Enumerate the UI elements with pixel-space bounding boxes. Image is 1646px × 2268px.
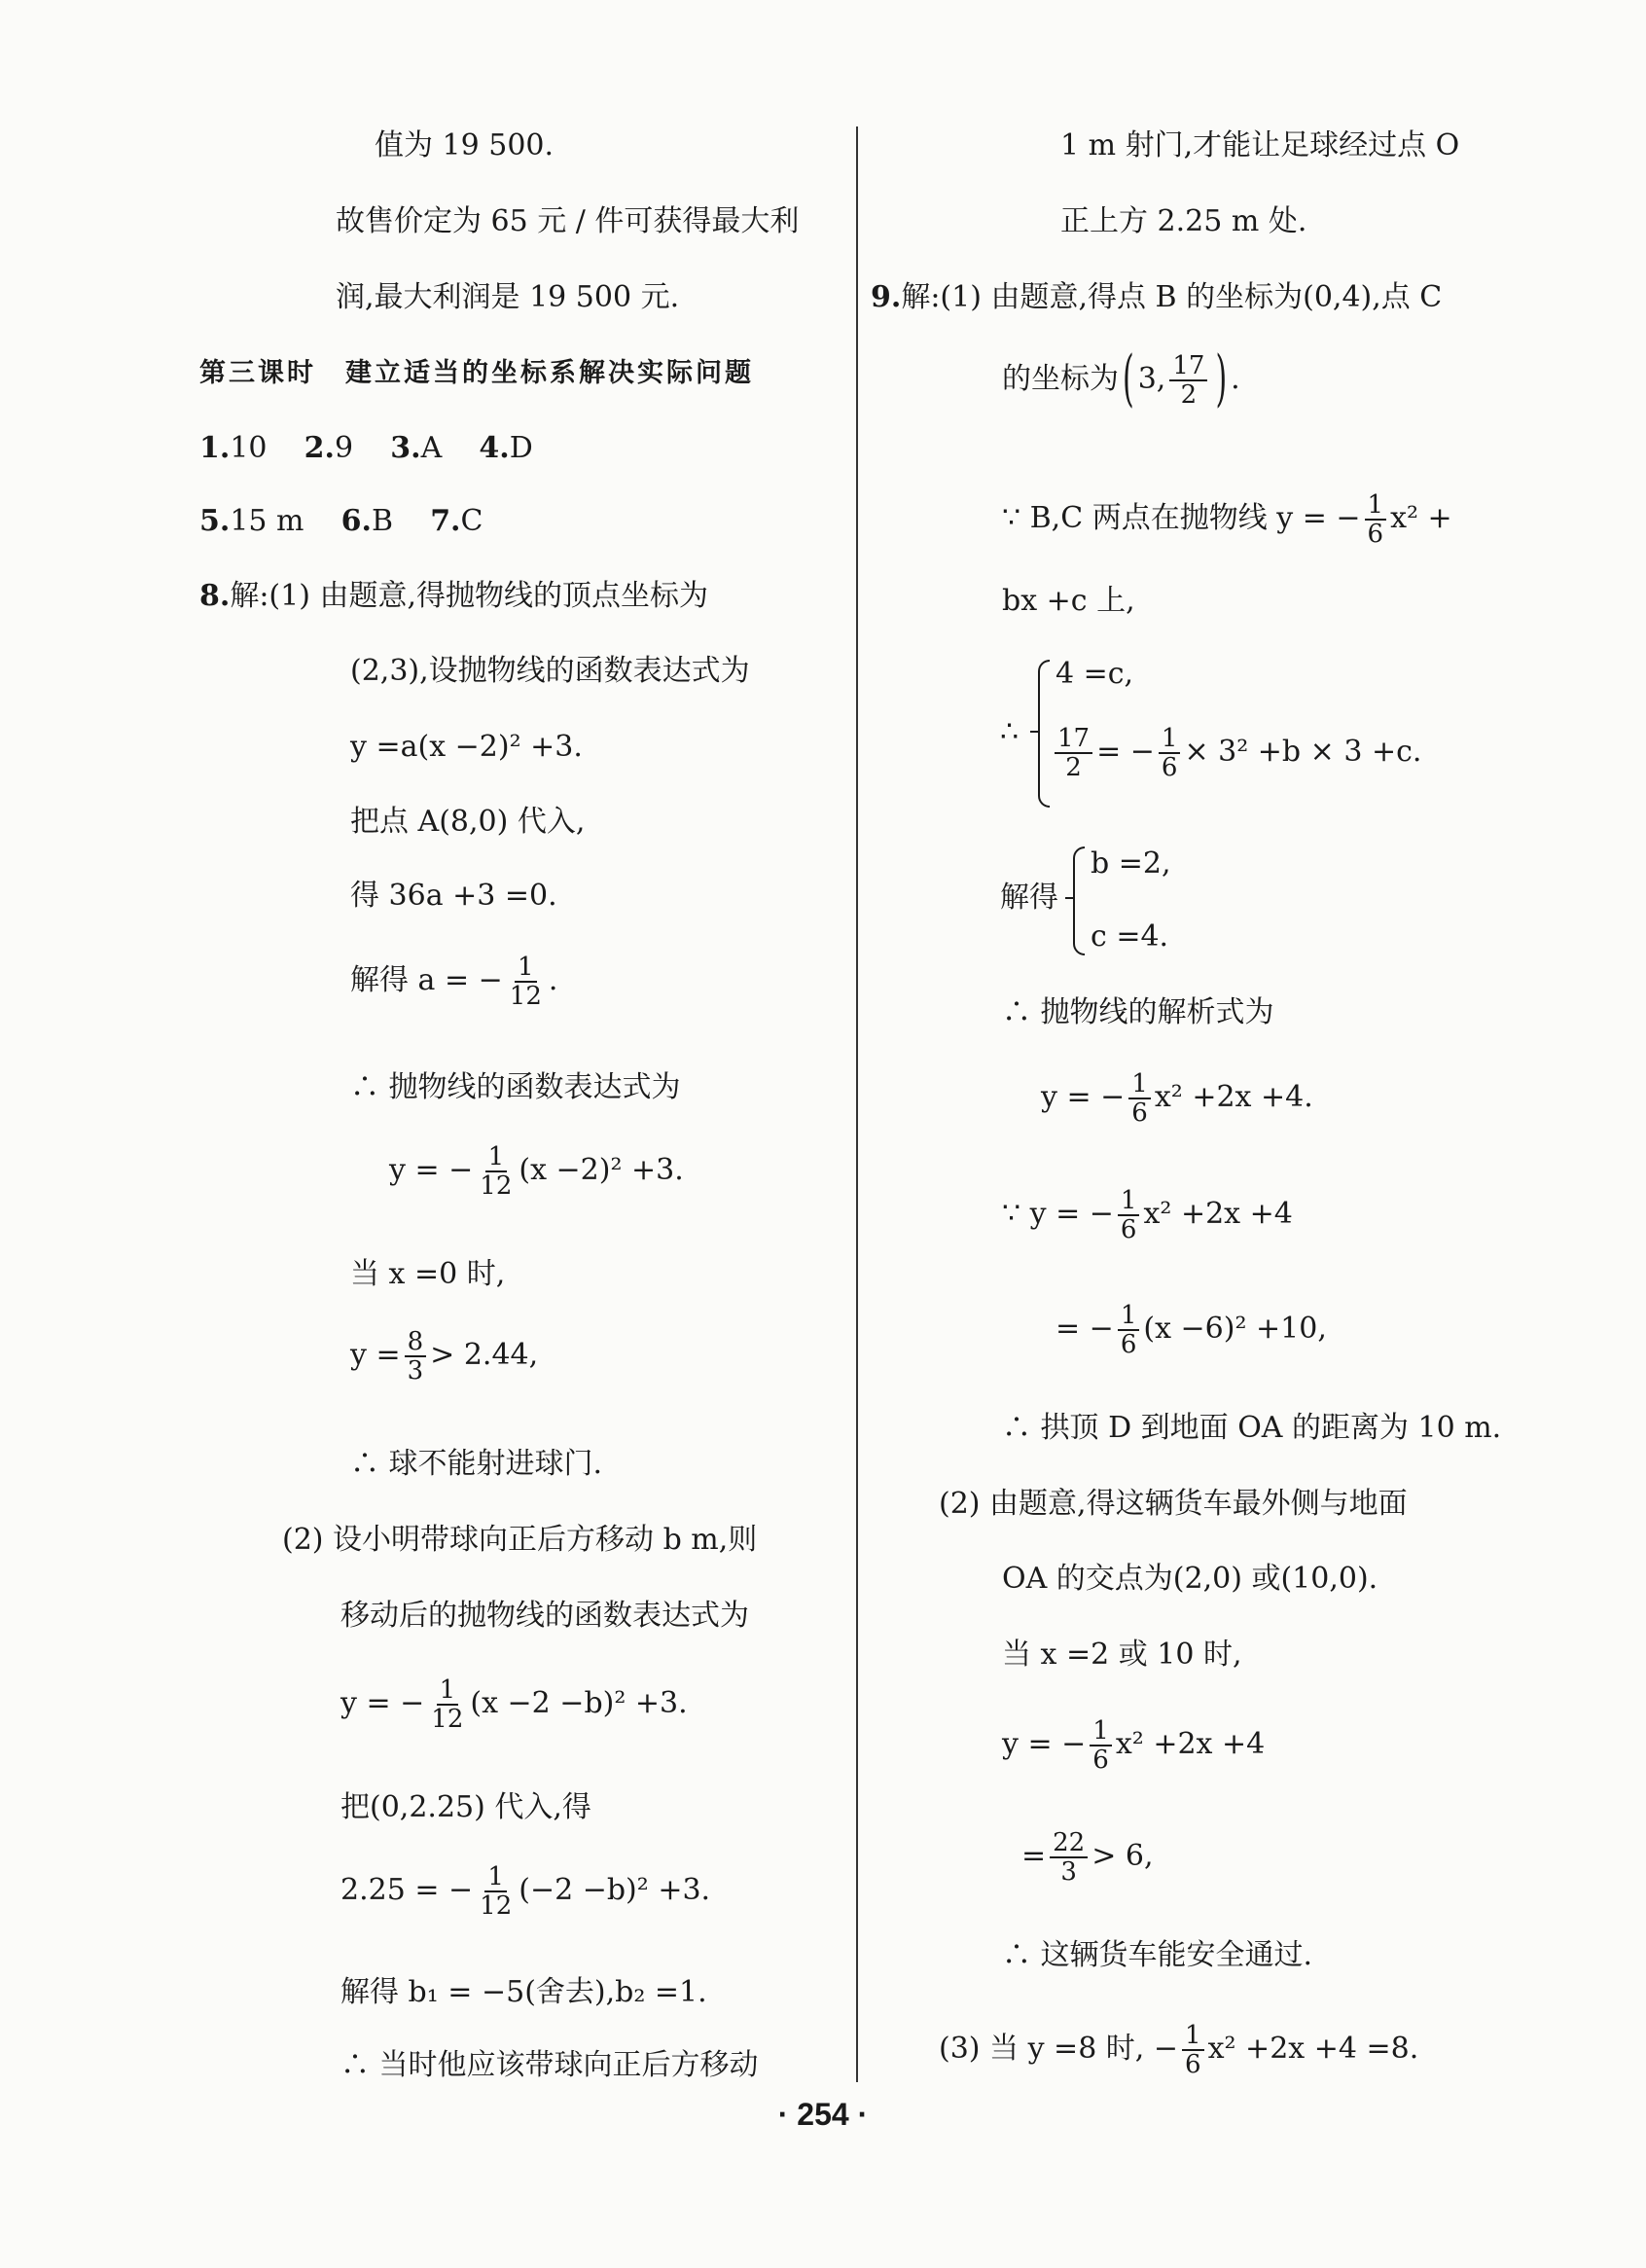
text-line: ∴ 当时他应该带球向正后方移动 — [340, 2048, 759, 2082]
numerator: 1 — [1118, 1187, 1140, 1216]
text-line: 当 x =2 或 10 时, — [1002, 1638, 1242, 1672]
equation-line — [1002, 343, 1240, 415]
equation-line: bx +c 上, — [1002, 584, 1135, 618]
brace-tip — [1065, 897, 1073, 899]
denominator: 6 — [1120, 1330, 1137, 1360]
answer-num: 3. — [390, 431, 421, 465]
answer-num: 2. — [304, 431, 335, 465]
denominator: 6 — [1092, 1746, 1109, 1776]
equation-line — [350, 954, 557, 1010]
text-line: ∴ 抛物线的解析式为 — [1002, 995, 1274, 1029]
text: (−2 −b)² +3. — [519, 1873, 711, 1908]
text: y = − — [1002, 1727, 1087, 1762]
text: > 2.44, — [430, 1338, 539, 1373]
equation-line — [1051, 725, 1421, 781]
denominator: 6 — [1120, 1215, 1137, 1245]
equation-line — [1002, 1187, 1293, 1243]
equation-line — [1056, 1302, 1327, 1358]
answer-num: 5. — [199, 504, 231, 538]
equation-line — [350, 1328, 538, 1385]
answer-val: 10 — [230, 431, 268, 465]
numerator: 1 — [485, 1143, 508, 1172]
question-number: 8. — [199, 579, 231, 613]
text: 解:(1) 由题意,得抛物线的顶点坐标为 — [230, 579, 709, 613]
text: x² +2x +4 — [1115, 1727, 1266, 1762]
text: . — [548, 963, 558, 998]
text: (3) 当 y =8 时, − — [939, 2032, 1179, 2067]
denominator: 3 — [1060, 1857, 1077, 1888]
text: (x −6)² +10, — [1143, 1312, 1327, 1347]
numerator: 1 — [515, 954, 537, 983]
text-line: ∴ 抛物线的函数表达式为 — [350, 1070, 681, 1104]
text: (x −2 −b)² +3. — [470, 1686, 688, 1721]
denominator: 12 — [431, 1705, 464, 1735]
answer-val: D — [509, 431, 533, 465]
numerator: 1 — [437, 1676, 459, 1706]
brace — [1038, 660, 1050, 808]
text-line: (2) 由题意,得这辆货车最外侧与地面 — [939, 1487, 1408, 1521]
text-line: 正上方 2.25 m 处. — [1060, 204, 1307, 238]
equation-line — [1041, 1070, 1313, 1127]
numerator: 1 — [1090, 1717, 1112, 1746]
text: y = — [350, 1338, 401, 1373]
answer-num: 4. — [479, 431, 510, 465]
fraction — [477, 1143, 515, 1200]
text-line: 值为 19 500. — [375, 128, 555, 162]
answer-val: B — [371, 504, 394, 538]
answer-num: 1. — [199, 431, 231, 465]
denominator: 6 — [1161, 753, 1178, 783]
text-line: 得 36a +3 =0. — [350, 879, 557, 913]
numerator: 1 — [1118, 1302, 1140, 1331]
text: (x −2)² +3. — [519, 1153, 684, 1188]
brace — [1073, 846, 1085, 955]
question-number: 9. — [871, 280, 902, 314]
equation-line — [389, 1143, 684, 1200]
text-line: (2) 设小明带球向正后方移动 b m,则 — [282, 1523, 758, 1557]
text-line: 解得 — [1000, 881, 1058, 915]
text: y = − — [340, 1686, 425, 1721]
fraction — [1118, 1302, 1140, 1358]
fraction — [1169, 352, 1207, 409]
answer-row — [199, 504, 483, 539]
equation-line: 解得 b₁ = −5(舍去),b₂ =1. — [340, 1975, 707, 2009]
numerator: 8 — [405, 1328, 427, 1357]
text: > 6, — [1091, 1839, 1154, 1874]
text: x² +2x +4 — [1143, 1197, 1293, 1232]
equation-line: b =2, — [1091, 846, 1171, 881]
question-9-line — [871, 280, 1442, 315]
brace-tip — [1030, 731, 1038, 733]
answer-val: C — [460, 504, 483, 538]
equation-line — [340, 1676, 688, 1733]
text: ∵ y = − — [1002, 1197, 1114, 1232]
text-line: ∴ 这辆货车能安全通过. — [1002, 1938, 1313, 1972]
denominator: 12 — [509, 982, 542, 1012]
text: ∵ B,C 两点在抛物线 y = − — [1002, 501, 1361, 536]
fraction — [1128, 1070, 1151, 1127]
denominator: 6 — [1185, 2050, 1201, 2080]
numerator: 1 — [1365, 491, 1387, 521]
right-column — [861, 0, 1646, 2268]
numerator: 17 — [1169, 352, 1207, 381]
fraction — [1055, 725, 1092, 781]
text: 3, — [1137, 362, 1166, 397]
text: 2.25 = − — [340, 1873, 474, 1908]
numerator: 1 — [1159, 725, 1181, 754]
text-line: (2,3),设抛物线的函数表达式为 — [350, 654, 750, 688]
fraction — [1365, 491, 1387, 548]
section-heading: 第三课时 建立适当的坐标系解决实际问题 — [199, 358, 754, 388]
denominator: 6 — [1367, 520, 1384, 550]
equation-line — [1002, 491, 1452, 548]
denominator: 12 — [480, 1891, 513, 1922]
left-paren: ( — [1123, 343, 1134, 415]
text-line: 1 m 射门,才能让足球经过点 O — [1060, 128, 1460, 162]
text-line: 把(0,2.25) 代入,得 — [340, 1790, 591, 1824]
denominator: 2 — [1180, 380, 1198, 411]
equation-line — [1021, 1829, 1154, 1886]
text: . — [1231, 362, 1240, 397]
answer-val: 9 — [335, 431, 354, 465]
denominator: 2 — [1065, 753, 1082, 783]
fraction — [428, 1676, 466, 1733]
equation-line — [340, 1863, 710, 1920]
text-line: 当 x =0 时, — [350, 1257, 506, 1291]
denominator: 3 — [407, 1356, 424, 1386]
answer-val: A — [420, 431, 443, 465]
text: × 3² +b × 3 +c. — [1184, 735, 1422, 770]
text-line: 故售价定为 65 元 / 件可获得最大利 — [336, 204, 800, 238]
fraction — [507, 954, 545, 1010]
fraction — [477, 1863, 515, 1920]
fraction — [1159, 725, 1181, 781]
answer-num: 6. — [340, 504, 372, 538]
fraction — [1050, 1829, 1088, 1886]
text: 解得 a = − — [350, 963, 503, 998]
numerator: 1 — [484, 1863, 507, 1892]
text: y = − — [1041, 1080, 1126, 1115]
fraction — [405, 1328, 427, 1385]
text: x² +2x +4 =8. — [1207, 2032, 1419, 2067]
text: = − — [1096, 735, 1155, 770]
page-number: · 254 · — [777, 2097, 869, 2132]
text: 的坐标为 — [1002, 362, 1119, 397]
denominator: 12 — [480, 1171, 513, 1202]
text: 解:(1) 由题意,得点 B 的坐标为(0,4),点 C — [901, 280, 1443, 314]
text-line: 移动后的抛物线的函数表达式为 — [340, 1599, 749, 1633]
text: = − — [1056, 1312, 1114, 1347]
column-divider — [856, 126, 858, 2082]
answer-num: 7. — [430, 504, 461, 538]
numerator: 1 — [1182, 2022, 1204, 2051]
right-paren: ) — [1215, 343, 1228, 415]
equation-line — [1002, 1717, 1265, 1774]
text: x² +2x +4. — [1154, 1080, 1313, 1115]
text: x² + — [1390, 501, 1452, 536]
equation-line — [939, 2022, 1418, 2078]
numerator: 17 — [1055, 725, 1092, 754]
equation-line: y =a(x −2)² +3. — [350, 730, 583, 764]
text-line: ∴ 球不能射进球门. — [350, 1447, 603, 1481]
question-8-line — [199, 579, 708, 614]
numerator: 22 — [1050, 1829, 1088, 1858]
text-line: 把点 A(8,0) 代入, — [350, 805, 586, 839]
therefore-symbol: ∴ — [1000, 715, 1020, 749]
text-line: 润,最大利润是 19 500 元. — [336, 280, 680, 314]
fraction — [1118, 1187, 1140, 1243]
text: y = − — [389, 1153, 474, 1188]
answer-row — [199, 431, 533, 466]
fraction — [1182, 2022, 1204, 2078]
equation-line: c =4. — [1091, 919, 1169, 954]
numerator: 1 — [1128, 1070, 1151, 1099]
answer-val: 15 m — [230, 504, 304, 538]
fraction — [1090, 1717, 1112, 1774]
equation-line: 4 =c, — [1056, 657, 1134, 691]
denominator: 6 — [1131, 1098, 1148, 1129]
text-line: ∴ 拱顶 D 到地面 OA 的距离为 10 m. — [1002, 1411, 1502, 1445]
text: = — [1021, 1839, 1047, 1874]
text-line: OA 的交点为(2,0) 或(10,0). — [1002, 1562, 1378, 1596]
